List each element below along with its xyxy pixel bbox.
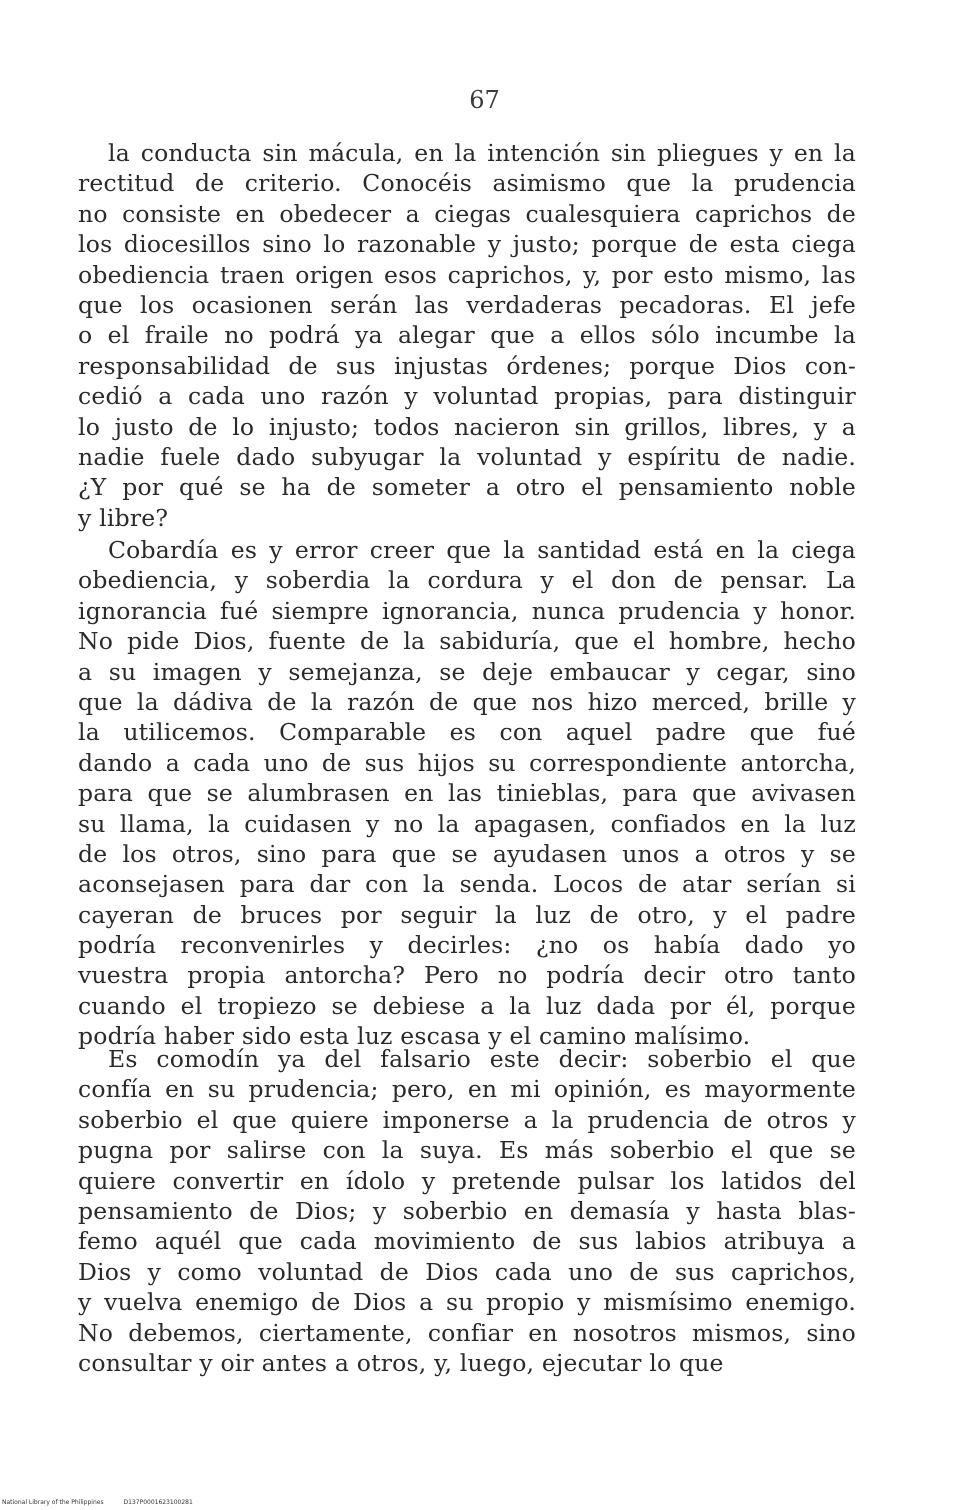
text-line: consultar y oir antes a otros, y, luego, ejecutar lo que	[78, 1348, 724, 1377]
footer-code: D137P0001623100281	[123, 1499, 193, 1506]
text-line: la conducta sin mácula, en la intención sin pliegues y en la	[108, 139, 856, 167]
text-line: cuando el tropiezo se debiese a la luz dada por él, porque	[78, 991, 856, 1020]
footer-library: National Library of the Philippines	[2, 1499, 104, 1506]
text-line: cayeran de bruces por seguir la luz de otro, y el padre	[78, 900, 856, 929]
text-line: No debemos, ciertamente, confiar en nosotros mismos, sino	[78, 1318, 856, 1347]
text-line: ¿Y por qué se ha de someter a otro el pensamiento noble	[78, 473, 856, 502]
text-line: y libre?	[78, 503, 169, 532]
text-line: pensamiento de Dios; y soberbio en demasía y hasta blas-	[78, 1196, 856, 1225]
text-line: aconsejasen para dar con la senda. Locos de atar serían si	[78, 870, 856, 899]
text-line: la utilicemos. Comparable es con aquel padre que fué	[78, 718, 856, 747]
paragraph-3	[78, 1044, 856, 1378]
text-line: femo aquél que cada movimiento de sus labios atribuya a	[78, 1227, 856, 1256]
text-line: soberbio el que quiere imponerse a la prudencia de otros y	[78, 1105, 856, 1134]
text-line: a su imagen y semejanza, se deje embaucar y cegar, sino	[78, 657, 856, 686]
text-line: Cobardía es y error creer que la santidad está en la ciega	[108, 536, 856, 564]
text-line: vuestra propia antorcha? Pero no podría decir otro tanto	[78, 961, 856, 990]
text-line: pugna por salirse con la suya. Es más soberbio el que se	[78, 1136, 856, 1165]
text-line: rectitud de criterio. Conocéis asimismo que la prudencia	[78, 169, 856, 198]
text-line: confía en su prudencia; pero, en mi opinión, es mayormente	[78, 1075, 856, 1104]
footer	[2, 1499, 211, 1506]
text-line: podría reconvenirles y decirles: ¿no os había dado yo	[78, 931, 856, 960]
text-line: No pide Dios, fuente de la sabiduría, que el hombre, hecho	[78, 627, 856, 656]
paragraph-1	[78, 138, 856, 533]
text-line: que los ocasionen serán las verdaderas pecadoras. El jefe	[78, 290, 856, 319]
text-line: de los otros, sino para que se ayudasen unos a otros y se	[78, 839, 856, 868]
text-line: Dios y como voluntad de Dios cada uno de sus caprichos,	[78, 1257, 856, 1286]
paragraph-2	[78, 535, 856, 1052]
text-line: obediencia traen origen esos caprichos, y, por esto mismo, las	[78, 260, 856, 289]
text-line: que la dádiva de la razón de que nos hizo merced, brille y	[78, 687, 856, 716]
text-line: Es comodín ya del falsario este decir: soberbio el que	[108, 1045, 856, 1073]
text-line: para que se alumbrasen en las tinieblas, para que avivasen	[78, 779, 856, 808]
text-line: nadie fuele dado subyugar la voluntad y espíritu de nadie.	[78, 442, 856, 471]
text-line: y vuelva enemigo de Dios a su propio y mismísimo enemigo.	[78, 1288, 856, 1317]
text-line: quiere convertir en ídolo y pretende pulsar los latidos del	[78, 1166, 856, 1195]
text-line: o el fraile no podrá ya alegar que a ellos sólo incumbe la	[78, 321, 856, 350]
text-line: lo justo de lo injusto; todos nacieron sin grillos, libres, y a	[78, 412, 856, 441]
text-line: no consiste en obedecer a ciegas cualesquiera caprichos de	[78, 199, 856, 228]
text-line: su llama, la cuidasen y no la apagasen, confiados en la luz	[78, 809, 856, 838]
text-line: ignorancia fué siempre ignorancia, nunca prudencia y honor.	[78, 596, 856, 625]
text-line: cedió a cada uno razón y voluntad propias, para distinguir	[78, 382, 856, 411]
text-line: los diocesillos sino lo razonable y justo; porque de esta ciega	[78, 230, 856, 259]
text-line: responsabilidad de sus injustas órdenes; porque Dios con-	[78, 351, 856, 380]
text-line: podría haber sido esta luz escasa y el camino malísimo.	[78, 1022, 751, 1051]
text-line: dando a cada uno de sus hijos su correspondiente antorcha,	[78, 748, 856, 777]
text-line: obediencia, y soberdia la cordura y el don de pensar. La	[78, 566, 856, 595]
page-number: 67	[469, 86, 500, 114]
